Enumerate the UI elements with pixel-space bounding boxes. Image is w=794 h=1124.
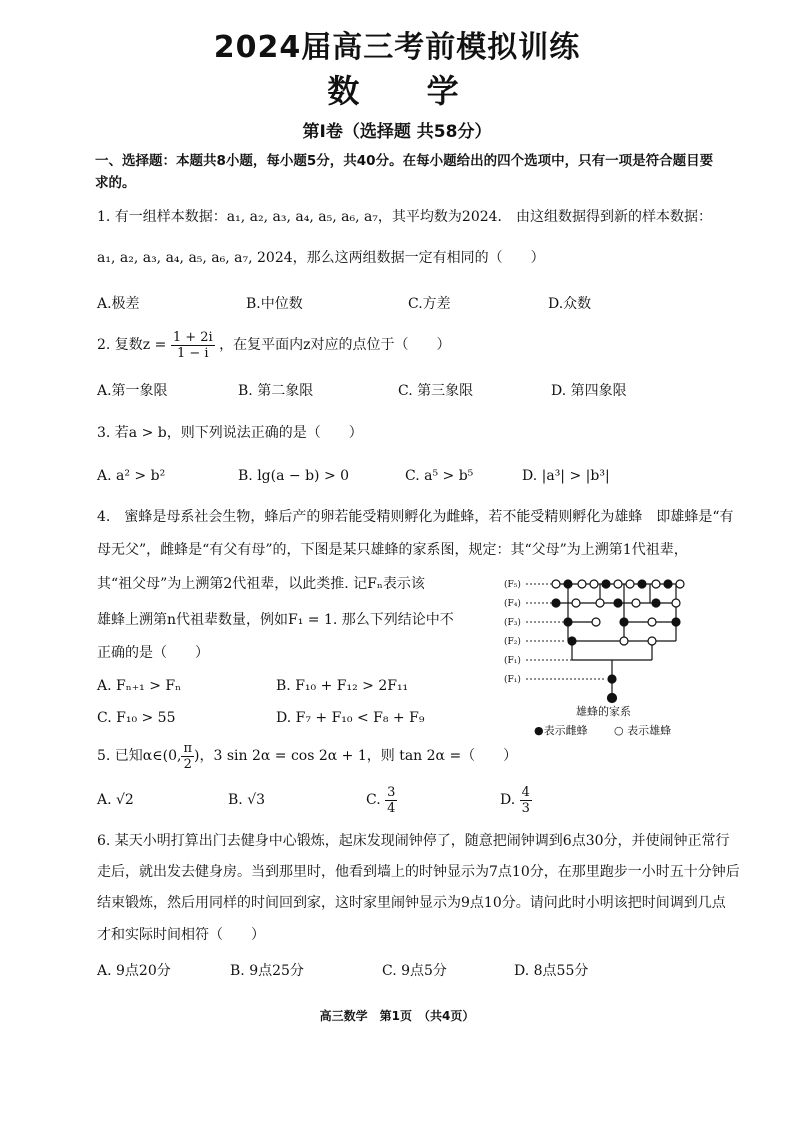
section-heading: 一、选择题：本题共8小题，每小题5分，共40分。在每小题给出的四个选项中，只有一项是符合题目要求的。 xyxy=(95,153,714,191)
q4-line5: 正确的是（ ） xyxy=(97,645,209,661)
q4-option-d: D. F₇ + F₁₀ < F₈ + F₉ xyxy=(276,710,425,726)
q1-line2: a₁, a₂, a₃, a₄, a₅, a₆, a₇, 2024，那么这两组数据一定有相同的（ ） xyxy=(97,250,545,266)
q5-prefix: 5. 已知α∈(0, xyxy=(97,748,182,764)
tree-level-label-5: (F₁) xyxy=(504,656,521,666)
q2-fraction-denominator: 1 − i xyxy=(176,345,209,361)
q6-line4: 才和实际时间相符（ ） xyxy=(97,927,265,943)
q5-option-c xyxy=(366,782,397,818)
q3-option-d: D. |a³| > |b³| xyxy=(522,468,610,484)
q5-stem xyxy=(97,738,517,774)
q4-option-a: A. Fₙ₊₁ > Fₙ xyxy=(97,678,182,694)
page-footer: 高三数学 第1页 （共4页） xyxy=(319,1009,475,1023)
q5-fraction xyxy=(181,741,194,772)
q5-option-d-denominator: 3 xyxy=(521,800,530,816)
q6-line3: 结束锻炼，然后用同样的时间回到家，这时家里闹钟显示为9点10分。请问此时小明该把时间调到几点 xyxy=(97,895,726,911)
tree-level-label-2: (F₄) xyxy=(504,599,521,609)
q2-suffix: ，在复平面内z对应的点位于（ ） xyxy=(219,337,451,353)
q1-option-d: D.众数 xyxy=(548,296,592,312)
q5-option-d-label: D. xyxy=(500,792,516,808)
q5-option-c-fraction xyxy=(385,785,397,816)
q2-option-b: B. 第二象限 xyxy=(238,383,314,399)
q5-option-c-label: C. xyxy=(366,792,381,808)
q4-line4: 雄蜂上溯第n代祖辈数量，例如F₁ = 1. 那么下列结论中不 xyxy=(97,612,454,628)
q4-line3: 其“祖父母”为上溯第2代祖辈，以此类推. 记Fₙ表示该 xyxy=(97,576,425,592)
q6-line2: 走后，就出发去健身房。当到那里时，他看到墙上的时钟显示为7点10分，在那里跑步一小时五十分钟后 xyxy=(97,864,740,880)
q1-line1: 1. 有一组样本数据：a₁, a₂, a₃, a₄, a₅, a₆, a₇，其平均数为2024． 由这组数据得到新的样本数据： xyxy=(97,209,713,225)
q4-option-b: B. F₁₀ + F₁₂ > 2F₁₁ xyxy=(276,678,409,694)
q5-fraction-denominator: 2 xyxy=(183,756,192,772)
q2-option-c: C. 第三象限 xyxy=(398,383,474,399)
tree-level-label-3: (F₃) xyxy=(504,618,521,628)
q2-fraction-numerator: 1 + 2i xyxy=(172,329,213,345)
volume-heading: 第Ⅰ卷（选择题 共58分） xyxy=(302,122,492,142)
q4-option-c: C. F₁₀ > 55 xyxy=(97,710,176,726)
tree-caption: 雄蜂的家系 xyxy=(576,705,631,718)
q1-option-c: C.方差 xyxy=(408,296,451,312)
bee-family-tree-diagram xyxy=(496,574,716,744)
q1-option-b: B.中位数 xyxy=(246,296,303,312)
q5-option-c-denominator: 4 xyxy=(387,800,396,816)
q3-option-c: C. a⁵ > b⁵ xyxy=(405,468,474,484)
q5-option-d-fraction xyxy=(520,785,532,816)
tree-level-label-6: (F₁) xyxy=(504,675,521,685)
q4-line2: 母无父”，雌蜂是“有父有母”的，下图是某只雄蜂的家系图，规定：其“父母”为上溯第1代祖辈， xyxy=(97,542,688,558)
q3-stem: 3. 若a > b，则下列说法正确的是（ ） xyxy=(97,425,363,441)
q2-option-d: D. 第四象限 xyxy=(551,383,627,399)
tree-legend-male: ○ 表示雄蜂 xyxy=(614,724,672,737)
q2-fraction xyxy=(171,330,215,361)
tree-legend-female: ●表示雌蜂 xyxy=(534,724,588,737)
q4-line1: 4. 蜜蜂是母系社会生物，蜂后产的卵若能受精则孵化为雌蜂，若不能受精则孵化为雄蜂 即雄蜂是“有 xyxy=(97,509,734,525)
q5-option-d-numerator: 4 xyxy=(521,784,530,800)
q2-stem xyxy=(97,327,451,363)
q6-option-a: A. 9点20分 xyxy=(97,963,171,979)
subject-title: 数 学 xyxy=(327,72,487,110)
tree-level-label-4: (F₂) xyxy=(504,637,521,647)
q3-option-a: A. a² > b² xyxy=(97,468,166,484)
q2-option-a: A.第一象限 xyxy=(97,383,168,399)
q5-option-d xyxy=(500,782,532,818)
q3-option-b: B. lg(a − b) > 0 xyxy=(238,468,350,484)
q6-option-b: B. 9点25分 xyxy=(230,963,304,979)
q2-prefix: 2. 复数z = xyxy=(97,337,167,353)
q5-fraction-numerator: π xyxy=(183,740,192,756)
q1-option-a: A.极差 xyxy=(97,296,140,312)
q6-line1: 6. 某天小明打算出门去健身中心锻炼，起床发现闹钟停了，随意把闹钟调到6点30分，并使闹钟正常行 xyxy=(97,833,730,849)
q6-option-c: C. 9点5分 xyxy=(382,963,447,979)
q5-suffix: )，3 sin 2α = cos 2α + 1，则 tan 2α =（ ） xyxy=(194,748,518,764)
q6-option-d: D. 8点55分 xyxy=(514,963,589,979)
tree-level-label-1: (F₅) xyxy=(504,580,521,590)
q5-option-a: A. √2 xyxy=(97,792,134,808)
q5-option-c-numerator: 3 xyxy=(387,784,396,800)
exam-title: 2024届高三考前模拟训练 xyxy=(213,30,581,65)
q5-option-b: B. √3 xyxy=(228,792,266,808)
bee-family-tree-svg xyxy=(496,574,716,744)
